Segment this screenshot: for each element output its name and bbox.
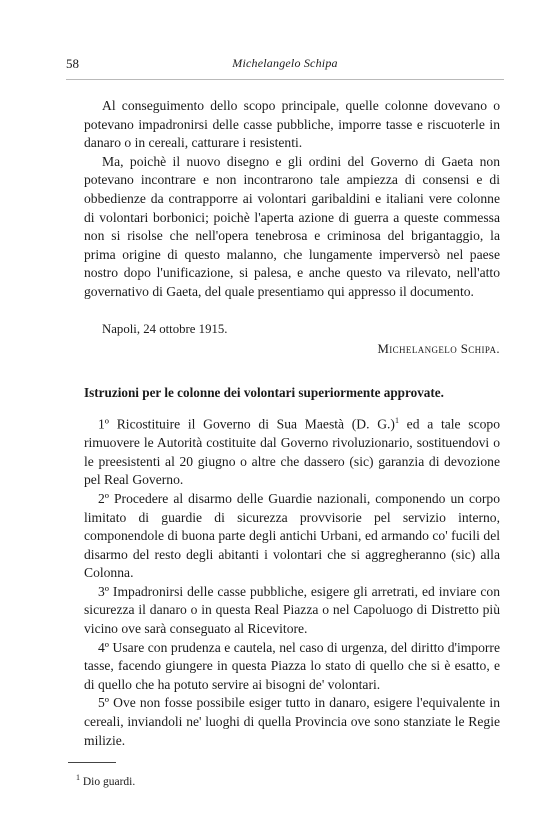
document-text [84, 412, 500, 750]
document-title: Istruzioni per le colonne dei volontari superiormente approvate. [84, 385, 444, 400]
article-paragraph: 4º Usare con prudenza e cautela, nel caso di urgenza, del diritto d'imporre tasse, facendo giungere in questa Piazza lo stato di quello che si è esatto, e di quello che ha potuto servire ai bisogni de' volontari. [84, 639, 500, 692]
signature-text: Michelangelo Schipa. [377, 342, 500, 356]
running-head: Michelangelo Schipa [232, 56, 338, 70]
dateline: Napoli, 24 ottobre 1915. [102, 322, 228, 336]
page-number: 58 [66, 56, 79, 71]
article-paragraph: 5º Ove non fosse possibile esiger tutto in danaro, esigere l'equivalente in cereali, inviandoli ne' luoghi di quella Provincia ove sono stanziate le Regie milizie. [84, 695, 500, 748]
footnote-ref: 1 [394, 416, 399, 425]
article-text: ed a tale scopo rimuovere le Autorità costituite dal Governo rivoluzionario, sostituendovi o le preesistenti al 20 giugno o altre che dassero (sic) garanzia di devozione pel Real Governo. [84, 416, 500, 488]
article-paragraph: 2º Procedere al disarmo delle Guardie nazionali, componendo un corpo limitato di guardie di sicurezza provvisorie pel servizio interno, componendole di buona parte degli antichi Urbani, ed armando co' fucili del disarmo del resto degli abitanti i volontari che si aggregheranno (sic) alla Colonna. [84, 490, 500, 581]
intro-paragraph: Ma, poichè il nuovo disegno e gli ordini del Governo di Gaeta non potevano incontrare e non incontrarono tale ampiezza di consensi e di obbedienze da contrapporre ai volontari garibaldini e italiani vere colonne di volontari borbonici; poichè l'aperta azione di guerra a queste commessa non si risolse che nell'opera tenebrosa e criminosa del brigantaggio, la prima origine di questo malanno, che lungamente imperversò nel paese nostro dopo l'unificazione, si palesa, e anche questo va rilevato, nell'atto governativo di Gaeta, del quale presentiamo qui appresso il documento. [84, 153, 500, 299]
article-paragraph [84, 412, 500, 490]
intro-text [84, 97, 500, 302]
footnote [76, 773, 135, 788]
article-text: 1º Ricostituire il Governo di Sua Maestà (D. G.) [98, 416, 395, 432]
footnote-text: Dio guardi. [82, 775, 136, 788]
footnote-rule [68, 762, 116, 763]
header-rule [66, 79, 504, 80]
article-paragraph: 3º Impadronirsi delle casse pubbliche, esigere gli arretrati, ed inviare con sicurezza il danaro o in questa Real Piazza o nel Capoluogo di Distretto più vicino ove sarà conseguato al Ricevitore. [84, 583, 500, 637]
page-header [66, 56, 504, 72]
intro-paragraph: Al conseguimento dello scopo principale, quelle colonne dovevano o potevano impadronirsi delle casse pubbliche, imporre tasse e riscuoterle in danaro o in cereali, catturare i resistenti. [84, 98, 500, 151]
footnote-mark: 1 [76, 773, 80, 782]
signature [377, 342, 500, 357]
